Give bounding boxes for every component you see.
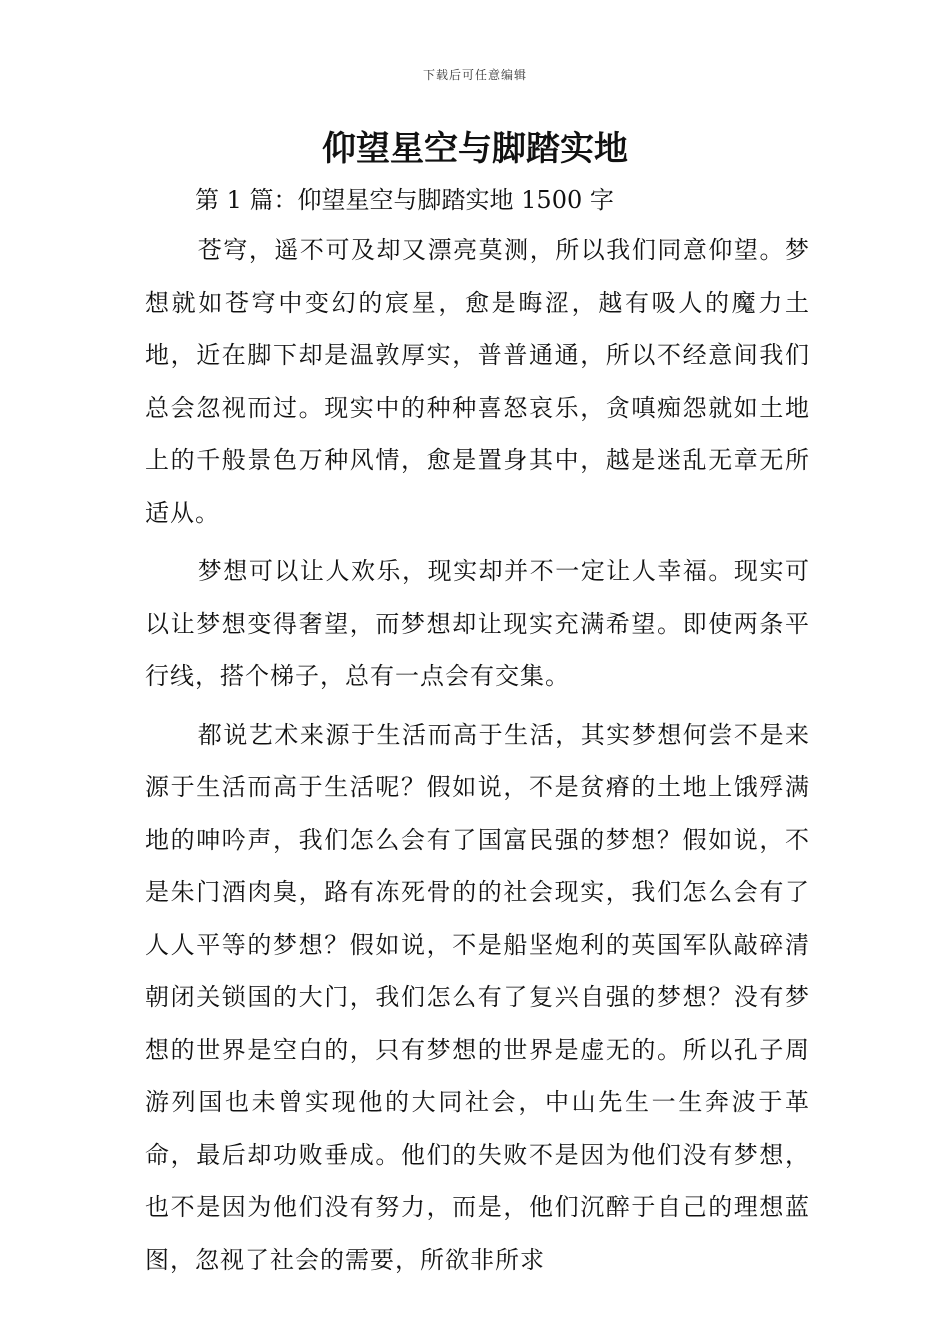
paragraph-2: 梦想可以让人欢乐，现实却并不一定让人幸福。现实可以让梦想变得奢望，而梦想却让现实充满希望。即使两条平行线，搭个梯子，总有一点会有交集。 — [145, 557, 810, 690]
document-title: 仰望星空与脚踏实地 — [322, 129, 628, 169]
article-subtitle: 第 1 篇：仰望星空与脚踏实地 1500 字 — [195, 186, 614, 214]
paragraph-3: 都说艺术来源于生活而高于生活，其实梦想何尝不是来源于生活而高于生活呢？假如说，不是贫瘠的土地上饿殍满地的呻吟声，我们怎么会有了国富民强的梦想？假如说，不是朱门酒肉臭，路有冻死骨的的社会现实，我们怎么会有了人人平等的梦想？假如说，不是船坚炮利的英国军队敲碎清朝闭关锁国的大门，我们怎么有了复兴自强的梦想？没有梦想的世界是空白的，只有梦想的世界是虚无的。所以孔子周游列国也未曾实现他的大同社会，中山先生一生奔波于革命，最后却功败垂成。他们的失败不是因为他们没有梦想，也不是因为他们没有努力，而是，他们沉醉于自己的理想蓝图，忽视了社会的需要，所欲非所求 — [145, 720, 810, 1274]
paragraph-1: 苍穹，遥不可及却又漂亮莫测，所以我们同意仰望。梦想就如苍穹中变幻的宸星，愈是晦涩，越有吸人的魔力土地，近在脚下却是温敦厚实，普普通通，所以不经意间我们总会忽视而过。现实中的种种喜怒哀乐，贪嗔痴怨就如土地上的千般景色万种风情，愈是置身其中，越是迷乱无章无所适从。 — [145, 236, 810, 527]
header-note: 下载后可任意编辑 — [422, 68, 527, 82]
article-body — [145, 224, 810, 1292]
